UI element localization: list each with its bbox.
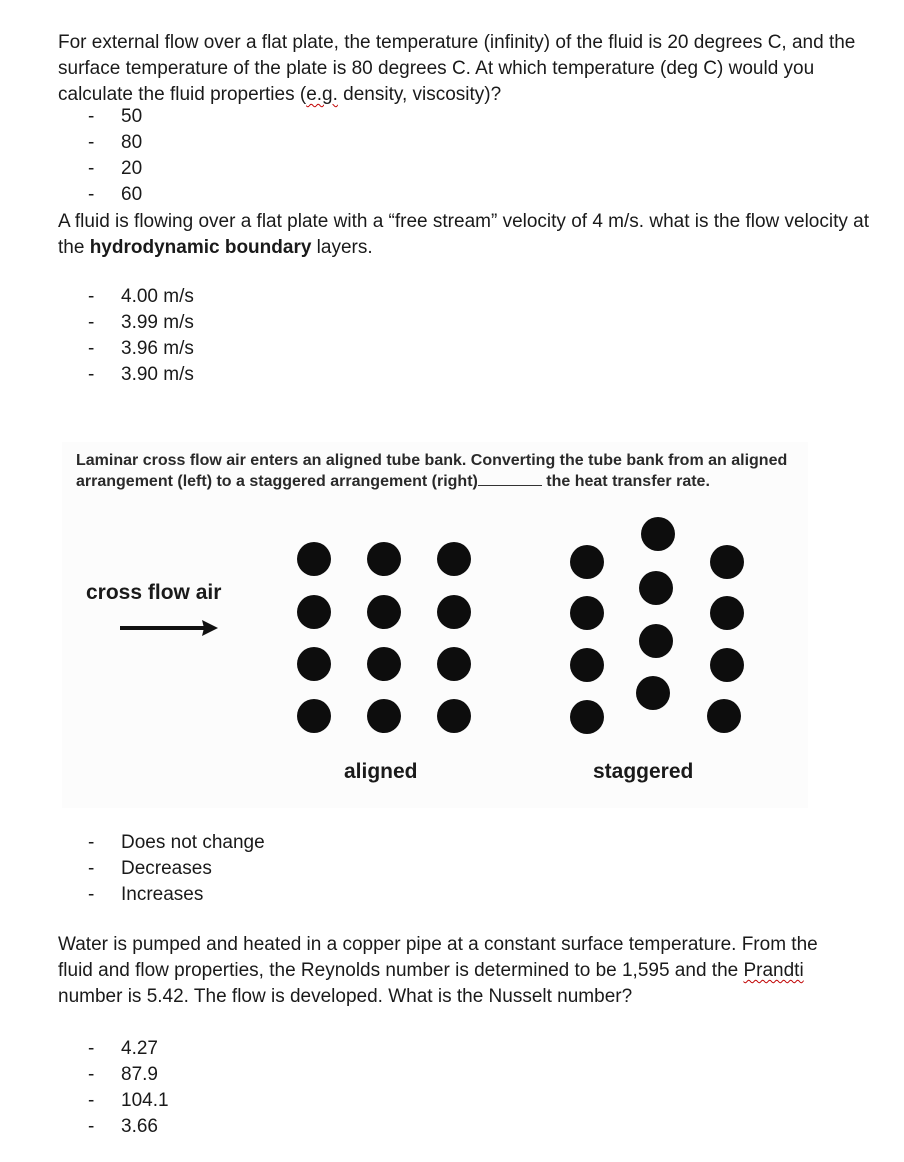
tube [707,699,741,733]
aligned-label: aligned [344,760,418,783]
option-item: - 3.99 m/s [88,312,194,333]
option-item: - 87.9 [88,1064,158,1085]
option-item: - 3.90 m/s [88,364,194,385]
option-item: - 4.27 [88,1038,158,1059]
option-item: - 104.1 [88,1090,169,1111]
tube [639,571,673,605]
tube [570,700,604,734]
question-4-text: Water is pumped and heated in a copper pipe at a constant surface temperature. From the fluid and flow properties, the Reynolds number is determined to be 1,595 and the Prandti number is 5.42. The flow is developed. What is the Nusselt number? [58,934,818,1007]
option-item: - 80 [88,132,143,153]
tube [367,647,401,681]
option-item: - Does not change [88,832,265,853]
option-item: - 3.96 m/s [88,338,194,359]
tube [636,676,670,710]
tube [641,517,675,551]
question-3-text: Laminar cross flow air enters an aligned tube bank. Converting the tube bank from an aligned arrangement (left) to a staggered arrangement (right) the heat transfer rate. [76,452,788,490]
option-item: - 3.66 [88,1116,158,1137]
option-item: - 4.00 m/s [88,286,194,307]
tube [367,699,401,733]
question-3-options [88,830,265,908]
cross-flow-label: cross flow air [86,581,222,604]
tube [367,542,401,576]
tube [570,648,604,682]
tube [367,595,401,629]
tube [710,545,744,579]
option-item: - 20 [88,158,143,179]
flow-arrow-icon [120,620,218,636]
option-item: - 60 [88,184,143,205]
tube [710,596,744,630]
tube [437,647,471,681]
aligned-tube-bank [297,542,471,733]
tube [639,624,673,658]
tube [437,699,471,733]
tube [297,595,331,629]
tube [570,545,604,579]
tube [710,648,744,682]
staggered-tube-bank [570,517,744,734]
option-item: - Decreases [88,858,212,879]
option-item: - 50 [88,106,143,127]
tube [297,647,331,681]
tube [297,699,331,733]
staggered-label: staggered [593,760,694,783]
tube [437,542,471,576]
option-item: - Increases [88,884,204,905]
question-4-options [88,1036,169,1140]
spellcheck-word-eg: e.g. [306,84,338,105]
tube [297,542,331,576]
spellcheck-word-prandti: Prandti [743,960,804,981]
tube [570,596,604,630]
question-1-text: For external flow over a flat plate, the temperature (infinity) of the fluid is 20 degrees C, and the surface temperature of the plate is 80 degrees C. At which temperature (deg C) would you calculate the fluid properties (e.g. density, viscosity)? [58,32,856,105]
tube [437,595,471,629]
question-2-text: A fluid is flowing over a flat plate with a “free stream” velocity of 4 m/s. what is the flow velocity at the hydrodynamic boundary layers. [58,211,869,258]
